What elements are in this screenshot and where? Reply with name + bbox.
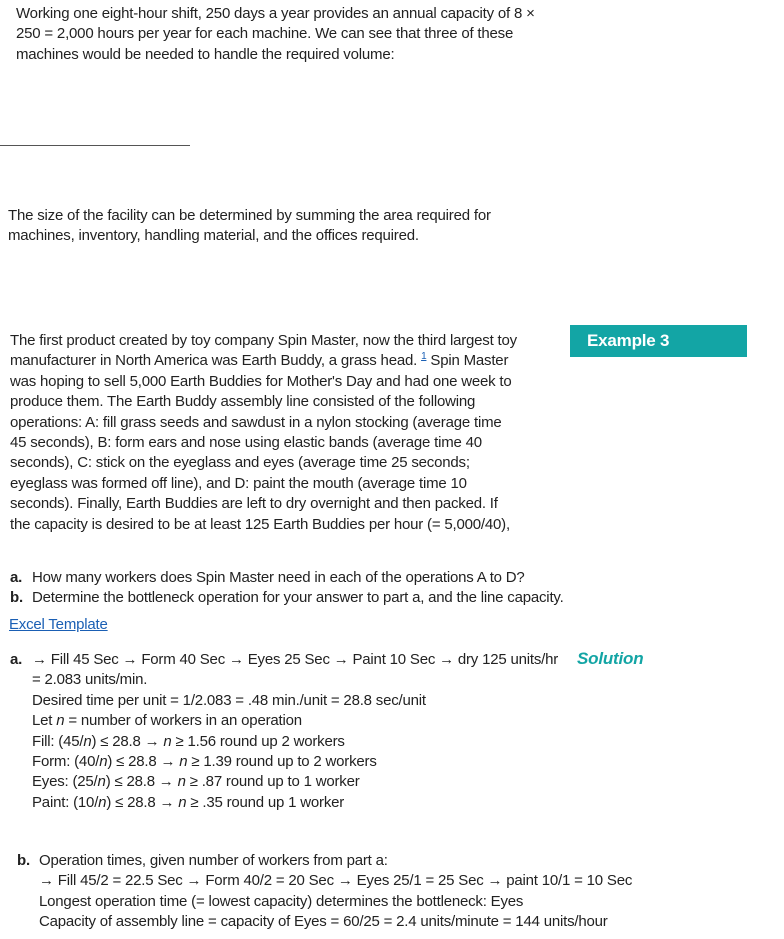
solution-b-label: b. <box>17 852 30 869</box>
question-label: b. <box>10 589 23 607</box>
question-label: a. <box>10 569 23 586</box>
question-text: Determine the bottleneck operation for your answer to part a, and the line capacity. <box>32 589 564 607</box>
footnote-link[interactable]: 1 <box>421 351 427 363</box>
excel-template-link[interactable]: Excel Template <box>9 616 108 633</box>
example-badge: Example 3 <box>570 325 747 357</box>
problem-text-end: Spin Master was hoping to sell 5,000 Earth Buddies for Mother's Day and had one week to produce them. The Earth Buddy assembly line consisted of the following operations: A: fill grass seeds and sawdust in a nylon stocking (average time 45 seconds), B: form ears and nose using elastic bands (average time 40 seconds), C: stick on the eyeglass and eyes (average time 25 seconds; eyeglass was formed off line), and D: paint the mouth (average time 10 seconds). Finally, Earth Buddies are left to dry overnight and then packed. If the capacity is desired to be at least 125 Earth Buddies per hour (= 5,000/40), <box>10 352 512 533</box>
solution-part-a <box>10 650 570 813</box>
op-paint-line: Paint: (10/n) ≤ 28.8 → n ≥ .35 round up 1 worker <box>32 793 345 811</box>
op-form-line: Form: (40/n) ≤ 28.8 → n ≥ 1.39 round up to 2 workers <box>32 753 377 771</box>
solution-a-flow: → Fill 45 Sec → Form 40 Sec → Eyes 25 Sec → Paint 10 Sec → dry 125 units/hr = 2.083 units/min. <box>32 651 559 689</box>
problem-text-start: The first product created by toy company Spin Master, now the third largest toy manufacturer in North America was Earth Buddy, a grass head. <box>10 332 517 370</box>
op-eyes-line: Eyes: (25/n) ≤ 28.8 → n ≥ .87 round up to 1 worker <box>32 773 360 791</box>
example-problem-paragraph <box>10 331 520 535</box>
facility-paragraph: The size of the facility can be determined by summing the area required for machines, inventory, handling material, and the offices required. <box>8 207 491 245</box>
solution-a-label: a. <box>10 651 23 668</box>
question-text: How many workers does Spin Master need in each of the operations A to D? <box>32 569 525 586</box>
let-definition: Let n = number of workers in an operation <box>32 712 302 730</box>
operation-times-line: → Fill 45/2 = 22.5 Sec → Form 40/2 = 20 Sec → Eyes 25/1 = 25 Sec → paint 10/1 = 10 Sec <box>39 872 633 890</box>
bottleneck-line: Longest operation time (= lowest capacity) determines the bottleneck: Eyes <box>39 892 524 910</box>
section-divider <box>0 145 190 146</box>
desired-time-line: Desired time per unit = 1/2.083 = .48 min./unit = 28.8 sec/unit <box>32 691 426 709</box>
solution-b-intro: Operation times, given number of workers from part a: <box>39 852 388 869</box>
solution-part-b <box>17 851 777 933</box>
intro-paragraph: Working one eight-hour shift, 250 days a year provides an annual capacity of 8 × 250 = 2,000 hours per year for each machine. We can see that three of these machines would be needed to handle the required volume: <box>16 5 535 63</box>
op-fill-line: Fill: (45/n) ≤ 28.8 → n ≥ 1.56 round up 2 workers <box>32 732 345 750</box>
question-b <box>10 588 750 608</box>
question-a <box>10 568 750 588</box>
solution-label: Solution <box>577 649 644 668</box>
capacity-line: Capacity of assembly line = capacity of Eyes = 60/25 = 2.4 units/minute = 144 units/hour <box>39 913 608 931</box>
questions-list <box>10 568 750 609</box>
